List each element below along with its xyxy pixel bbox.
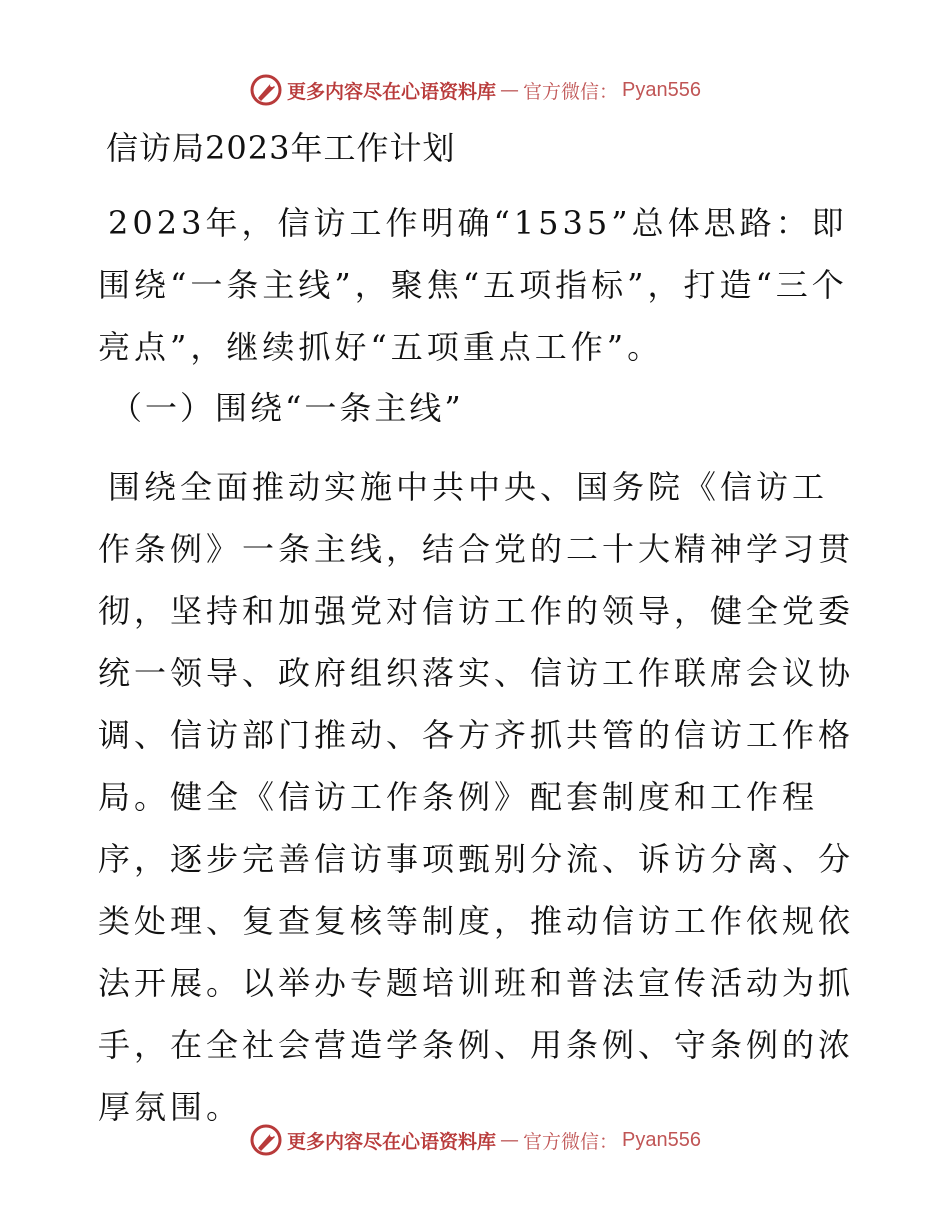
watermark-dash: — xyxy=(500,79,520,101)
pen-nib-logo-icon xyxy=(249,1123,283,1157)
section-body-paragraph: 围绕全面推动实施中共中央、国务院《信访工作条例》一条主线，结合党的二十大精神学习贯彻，坚持和加强党对信访工作的领导，健全党委统一领导、政府组织落实、信访工作联席会议协调、信访部门推动、各方齐抓共管的信访工作格局。健全《信访工作条例》配套制度和工作程序，逐步完善信访事项甄别分流、诉访分离、分类处理、复查复核等制度，推动信访工作依规依法开展。以举办专题培训班和普法宣传活动为抓手，在全社会营造学条例、用条例、守条例的浓厚氛围。 xyxy=(98,468,855,1126)
watermark-content xyxy=(249,73,701,107)
watermark-library-text: 更多内容尽在心语资料库 xyxy=(287,1130,497,1153)
header-watermark xyxy=(0,70,950,110)
section-heading: （一）围绕“一条主线” xyxy=(110,389,464,427)
document-title: 信访局2023年工作计划 xyxy=(106,129,456,167)
watermark-official-label: 官方微信： xyxy=(523,80,619,103)
watermark-dash: — xyxy=(500,1129,520,1151)
watermark-official-label: 官方微信： xyxy=(523,1130,619,1153)
pen-nib-logo-icon xyxy=(249,73,283,107)
watermark-wechat-handle: Pyan556 xyxy=(622,78,701,101)
footer-watermark xyxy=(0,1120,950,1160)
watermark-content xyxy=(249,1123,701,1157)
intro-paragraph: 2023年，信访工作明确“1535”总体思路：即围绕“一条主线”，聚焦“五项指标”，打造“三个亮点”，继续抓好“五项重点工作”。 xyxy=(98,204,848,366)
watermark-wechat-handle: Pyan556 xyxy=(622,1128,701,1151)
watermark-library-text: 更多内容尽在心语资料库 xyxy=(287,80,497,103)
